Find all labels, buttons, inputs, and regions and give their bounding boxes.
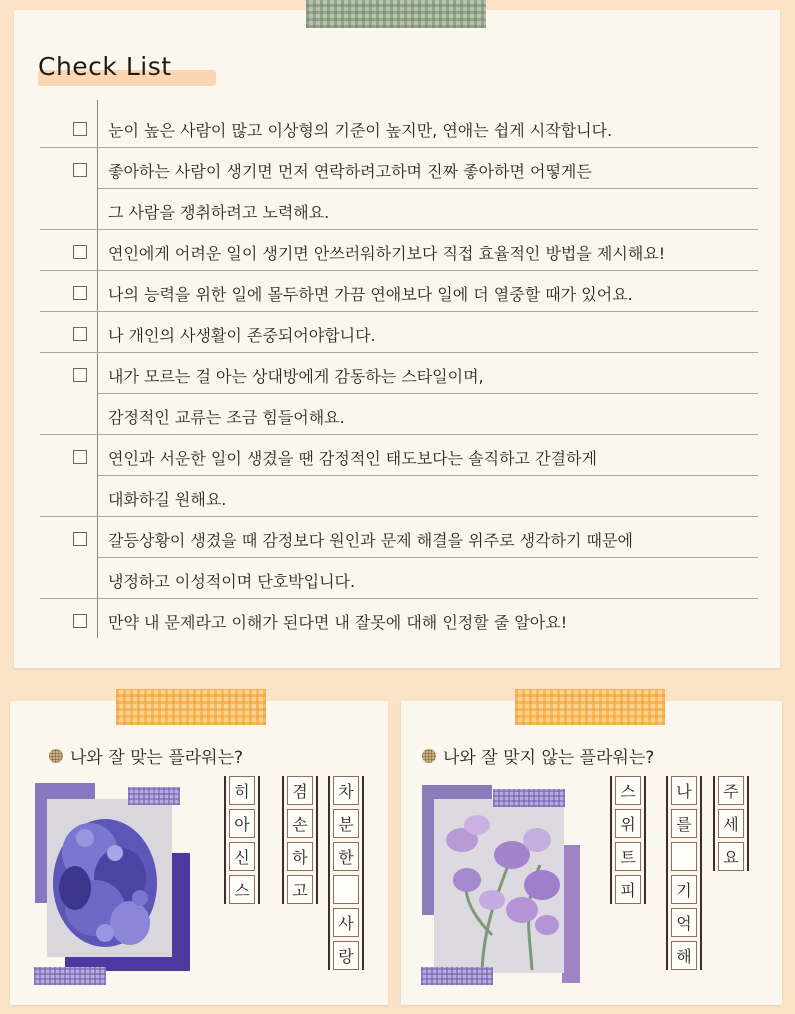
washi-tape-top: [306, 0, 486, 28]
row-separator: [40, 434, 758, 435]
checkbox[interactable]: [73, 122, 87, 136]
vertical-text-cell: 나: [671, 776, 697, 805]
checklist-item-text: 나 개인의 사생활이 존중되어야합니다.: [108, 326, 376, 345]
checkbox[interactable]: [73, 286, 87, 300]
gingham-patch-bottom: [421, 967, 493, 985]
line-separator: [98, 557, 758, 558]
checkbox[interactable]: [73, 327, 87, 341]
vertical-text-column: [666, 776, 702, 970]
line-separator: [98, 188, 758, 189]
match-flower-title: 나와 잘 맞는 플라워는?: [70, 748, 244, 768]
checklist-item-text: 좋아하는 사람이 생기면 먼저 연락하려고하며 진짜 좋아하면 어떻게든: [108, 162, 592, 181]
vertical-text-cell: 스: [615, 776, 641, 805]
vertical-text-cell: 신: [229, 842, 255, 871]
vertical-text-cell: 요: [718, 842, 744, 871]
vertical-text-cell: 히: [229, 776, 255, 805]
sweet-pea-illustration: [422, 785, 582, 985]
vertical-text-cell: 위: [615, 809, 641, 838]
checklist-item-text: 만약 내 문제라고 이해가 된다면 내 잘못에 대해 인정할 줄 알아요!: [108, 613, 568, 632]
checkbox[interactable]: [73, 532, 87, 546]
washi-tape-left: [116, 689, 266, 725]
vertical-text-cell: 기: [671, 875, 697, 904]
checkbox[interactable]: [73, 163, 87, 177]
hyacinth-florets: [53, 819, 157, 947]
mismatch-flower-title: 나와 잘 맞지 않는 플라워는?: [443, 748, 655, 768]
checklist-item-text: 나의 능력을 위한 일에 몰두하면 가끔 연애보다 일에 더 열중할 때가 있어요.: [108, 285, 633, 304]
vertical-text-cell: 세: [718, 809, 744, 838]
gingham-patch-top: [128, 787, 180, 805]
vertical-text-cell: 하: [287, 842, 313, 871]
checklist-item-text: 눈이 높은 사람이 많고 이상형의 기준이 높지만, 연애는 쉽게 시작합니다.: [108, 121, 613, 140]
hyacinth-illustration: [35, 783, 190, 973]
checklist-item-text: 연인과 서운한 일이 생겼을 땐 감정적인 태도보다는 솔직하고 간결하게: [108, 449, 597, 468]
gingham-patch-bottom: [34, 967, 106, 985]
vertical-text-cell: 차: [333, 776, 359, 805]
vertical-text-cell: 트: [615, 842, 641, 871]
deco-block-left: [35, 783, 49, 903]
line-separator: [98, 475, 758, 476]
vertical-text-cell: 를: [671, 809, 697, 838]
vertical-text-column: [713, 776, 749, 871]
checklist-item-text: 감정적인 교류는 조금 힘들어해요.: [108, 408, 345, 427]
row-separator: [40, 147, 758, 148]
vertical-text-cell: 고: [287, 875, 313, 904]
row-separator: [40, 598, 758, 599]
washi-tape-right: [515, 689, 665, 725]
vertical-text-column: [328, 776, 364, 970]
vertical-text-cell: [671, 842, 697, 871]
vertical-text-column: [224, 776, 260, 904]
vertical-text-cell: 사: [333, 908, 359, 937]
vertical-text-cell: 겸: [287, 776, 313, 805]
vertical-text-cell: 해: [671, 941, 697, 970]
vertical-text-cell: 주: [718, 776, 744, 805]
vertical-text-column: [610, 776, 646, 904]
sweet-pea-photo: [422, 785, 582, 985]
checklist-title: Check List: [38, 52, 172, 81]
vertical-text-cell: [333, 875, 359, 904]
checklist-item-text: 연인에게 어려운 일이 생기면 안쓰러워하기보다 직접 효율적인 방법을 제시해요!: [108, 244, 666, 263]
checkbox[interactable]: [73, 614, 87, 628]
checkbox[interactable]: [73, 368, 87, 382]
bullet-icon: [422, 749, 436, 763]
vertical-text-column: [282, 776, 318, 904]
mismatch-flower-card: [401, 701, 782, 1005]
checklist-item-text: 대화하길 원해요.: [108, 490, 227, 509]
row-separator: [40, 516, 758, 517]
checkbox[interactable]: [73, 450, 87, 464]
vertical-text-cell: 피: [615, 875, 641, 904]
vertical-text-cell: 억: [671, 908, 697, 937]
checklist-item-text: 갈등상황이 생겼을 때 감정보다 원인과 문제 해결을 위주로 생각하기 때문에: [108, 531, 633, 550]
checkbox[interactable]: [73, 245, 87, 259]
match-flower-card: [10, 701, 388, 1005]
hyacinth-photo: [35, 783, 190, 973]
vertical-text-cell: 분: [333, 809, 359, 838]
bullet-icon: [49, 749, 63, 763]
row-separator: [40, 229, 758, 230]
vertical-text-cell: 손: [287, 809, 313, 838]
checklist-item-text: 내가 모르는 걸 아는 상대방에게 감동하는 스타일이며,: [108, 367, 484, 386]
checklist-item-text: 그 사람을 쟁취하려고 노력해요.: [108, 203, 330, 222]
gingham-patch-top: [493, 789, 565, 807]
row-separator: [40, 352, 758, 353]
vertical-text-cell: 한: [333, 842, 359, 871]
deco-block-right: [562, 845, 580, 983]
vertical-text-cell: 랑: [333, 941, 359, 970]
vertical-text-cell: 스: [229, 875, 255, 904]
row-separator: [40, 270, 758, 271]
checklist-item-text: 냉정하고 이성적이며 단호박입니다.: [108, 572, 356, 591]
row-separator: [40, 311, 758, 312]
vertical-text-cell: 아: [229, 809, 255, 838]
line-separator: [98, 393, 758, 394]
